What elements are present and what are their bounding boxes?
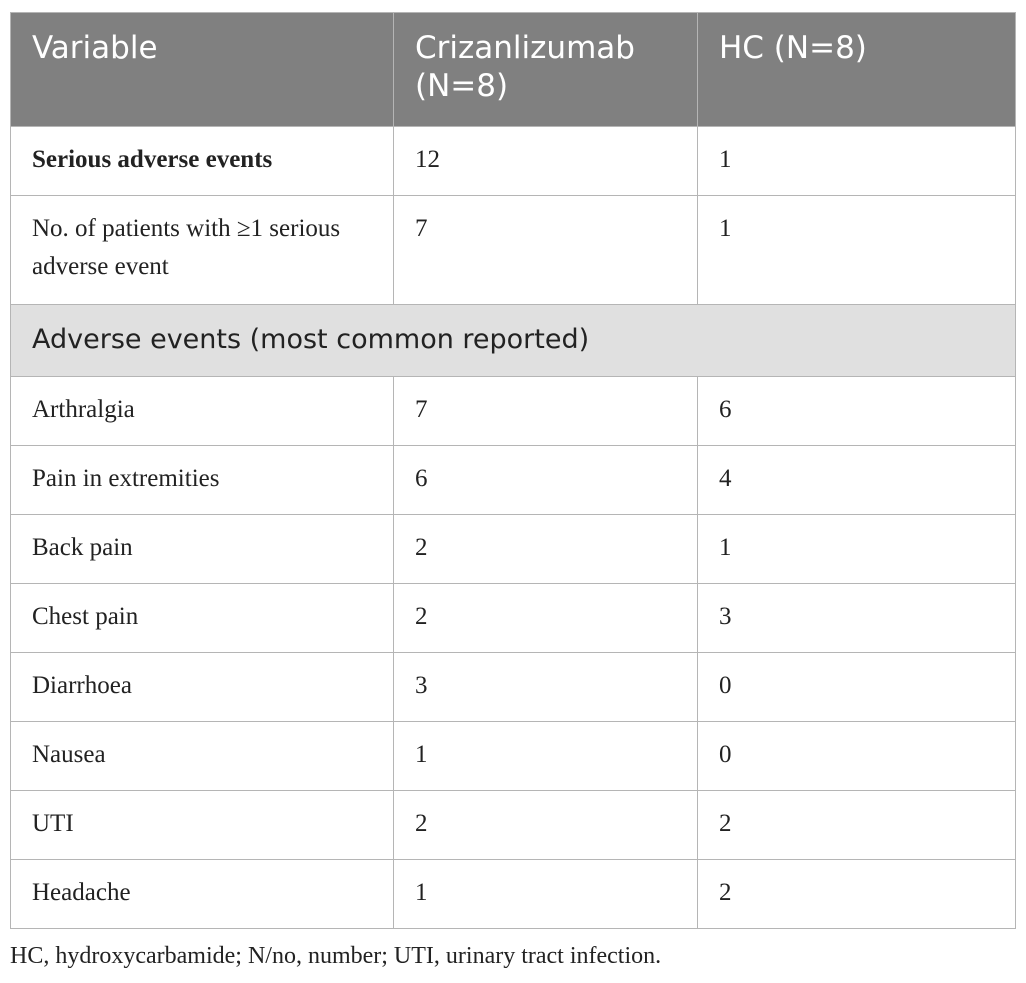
hc-value: 1 bbox=[698, 515, 1016, 584]
row-label: Nausea bbox=[11, 722, 394, 791]
row-label: Diarrhoea bbox=[11, 653, 394, 722]
row-label: Headache bbox=[11, 860, 394, 929]
hc-value: 0 bbox=[698, 653, 1016, 722]
section-title: Adverse events (most common reported) bbox=[11, 305, 1016, 377]
table-row bbox=[11, 860, 1016, 929]
table-row bbox=[11, 127, 1016, 196]
crizanlizumab-value: 6 bbox=[394, 446, 698, 515]
row-label: Serious adverse events bbox=[11, 127, 394, 196]
hc-value: 6 bbox=[698, 377, 1016, 446]
crizanlizumab-value: 2 bbox=[394, 584, 698, 653]
crizanlizumab-value: 2 bbox=[394, 791, 698, 860]
table-row bbox=[11, 515, 1016, 584]
row-label: UTI bbox=[11, 791, 394, 860]
table-row bbox=[11, 377, 1016, 446]
crizanlizumab-value: 3 bbox=[394, 653, 698, 722]
hc-value: 4 bbox=[698, 446, 1016, 515]
section-header-row bbox=[11, 305, 1016, 377]
crizanlizumab-value: 1 bbox=[394, 722, 698, 791]
hc-value: 2 bbox=[698, 791, 1016, 860]
table-row bbox=[11, 653, 1016, 722]
crizanlizumab-value: 2 bbox=[394, 515, 698, 584]
row-label: Pain in extremities bbox=[11, 446, 394, 515]
row-label: Chest pain bbox=[11, 584, 394, 653]
table-row bbox=[11, 791, 1016, 860]
table-row bbox=[11, 722, 1016, 791]
crizanlizumab-value: 7 bbox=[394, 196, 698, 305]
table-header bbox=[11, 13, 1016, 127]
hc-value: 2 bbox=[698, 860, 1016, 929]
table-footnote: HC, hydroxycarbamide; N/no, number; UTI, urinary tract infection. bbox=[10, 943, 662, 969]
row-label: Arthralgia bbox=[11, 377, 394, 446]
header-variable: Variable bbox=[11, 13, 394, 127]
hc-value: 3 bbox=[698, 584, 1016, 653]
hc-value: 1 bbox=[698, 127, 1016, 196]
hc-value: 0 bbox=[698, 722, 1016, 791]
header-row bbox=[11, 13, 1016, 127]
row-label: No. of patients with ≥1 serious adverse event bbox=[11, 196, 394, 305]
adverse-events-table-container bbox=[10, 12, 1015, 929]
table-row bbox=[11, 584, 1016, 653]
crizanlizumab-value: 1 bbox=[394, 860, 698, 929]
header-hc: HC (N=8) bbox=[698, 13, 1016, 127]
table-row bbox=[11, 446, 1016, 515]
adverse-events-table bbox=[10, 12, 1016, 929]
hc-value: 1 bbox=[698, 196, 1016, 305]
crizanlizumab-value: 12 bbox=[394, 127, 698, 196]
table-row bbox=[11, 196, 1016, 305]
table-body bbox=[11, 127, 1016, 929]
header-crizanlizumab: Crizanlizumab (N=8) bbox=[394, 13, 698, 127]
row-label: Back pain bbox=[11, 515, 394, 584]
crizanlizumab-value: 7 bbox=[394, 377, 698, 446]
